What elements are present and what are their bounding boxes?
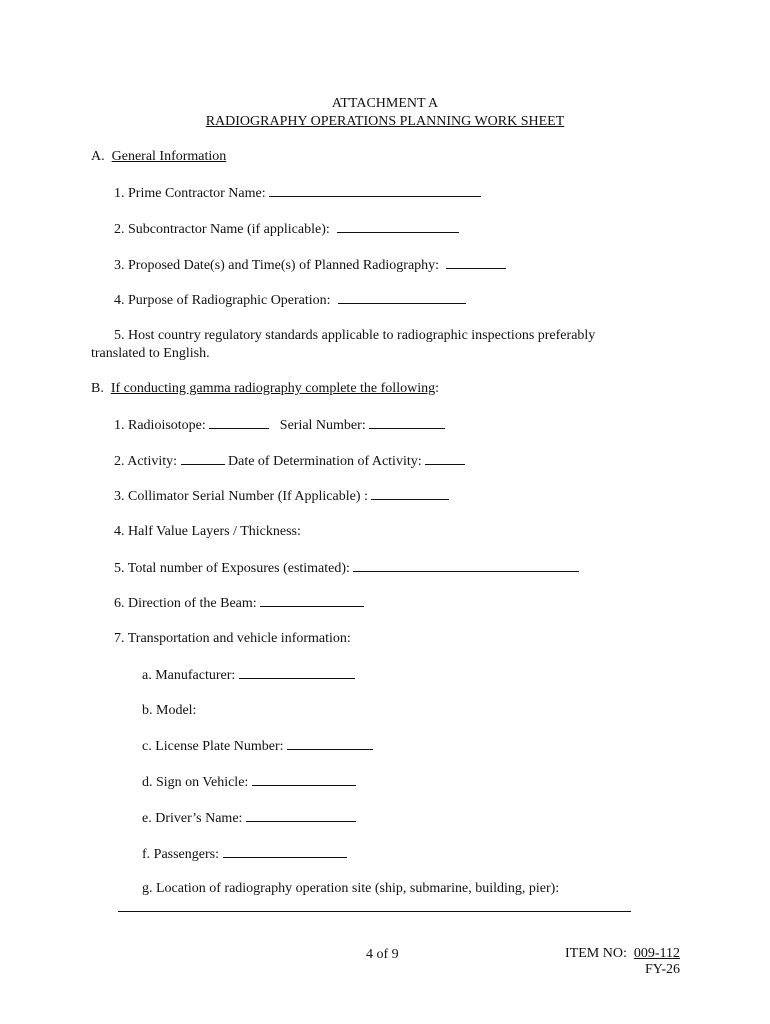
form-title: RADIOGRAPHY OPERATIONS PLANNING WORK SHEET [205, 114, 565, 129]
activity-field[interactable] [181, 452, 225, 465]
subcontractor-row [114, 220, 459, 238]
prime-contractor-row [114, 184, 481, 202]
prime-contractor-label: 1. Prime Contractor Name: [114, 186, 266, 201]
passengers-field[interactable] [223, 845, 347, 858]
proposed-dates-label: 3. Proposed Date(s) and Time(s) of Planned Radiography: [114, 258, 440, 273]
beam-direction-field[interactable] [260, 594, 364, 607]
proposed-dates-field[interactable] [446, 256, 506, 269]
host-country-standards-line2: translated to English. [91, 346, 210, 361]
subcontractor-label: 2. Subcontractor Name (if applicable): [114, 222, 330, 237]
fiscal-year: FY-26 [644, 962, 680, 977]
vehicle-sign-label: d. Sign on Vehicle: [142, 775, 249, 790]
section-a-title: General Information [111, 149, 227, 164]
purpose-row [114, 291, 466, 309]
driver-name-field[interactable] [246, 809, 356, 822]
collimator-row [114, 487, 449, 505]
activity-row [114, 452, 465, 470]
collimator-field[interactable] [371, 487, 449, 500]
item-number-value: 009-112 [633, 946, 680, 961]
date-determination-label: Date of Determination of Activity: [228, 454, 422, 469]
purpose-field[interactable] [338, 291, 466, 304]
radioisotope-row [114, 416, 445, 434]
date-determination-field[interactable] [425, 452, 465, 465]
model-label: b. Model: [142, 703, 197, 718]
serial-number-field[interactable] [369, 416, 445, 429]
prime-contractor-field[interactable] [269, 184, 481, 197]
passengers-label: f. Passengers: [142, 847, 219, 862]
site-location-label: g. Location of radiography operation site (ship, submarine, building, pier): [142, 881, 560, 896]
site-location-field[interactable] [118, 911, 631, 912]
proposed-dates-row [114, 256, 506, 274]
exposures-field[interactable] [353, 559, 579, 572]
activity-label: 2. Activity: [114, 454, 177, 469]
vehicle-sign-field[interactable] [252, 773, 356, 786]
page-number: 4 of 9 [366, 947, 399, 962]
beam-direction-label: 6. Direction of the Beam: [114, 596, 257, 611]
section-b-heading: B. If conducting gamma radiography complete the following: [91, 381, 439, 396]
exposures-label: 5. Total number of Exposures (estimated): [114, 561, 350, 576]
collimator-label: 3. Collimator Serial Number (If Applicable) : [114, 489, 368, 504]
section-b-title: If conducting gamma radiography complete the following [110, 381, 436, 396]
license-plate-label: c. License Plate Number: [142, 739, 284, 754]
host-country-standards-line1: 5. Host country regulatory standards applicable to radiographic inspections preferably [114, 328, 596, 343]
subcontractor-field[interactable] [337, 220, 459, 233]
beam-direction-row [114, 594, 364, 612]
exposures-row [114, 559, 579, 577]
radioisotope-label: 1. Radioisotope: [114, 418, 206, 433]
license-plate-field[interactable] [287, 737, 373, 750]
attachment-label: ATTACHMENT A [331, 96, 439, 111]
driver-name-label: e. Driver’s Name: [142, 811, 243, 826]
purpose-label: 4. Purpose of Radiographic Operation: [114, 293, 331, 308]
half-value-label: 4. Half Value Layers / Thickness: [114, 524, 301, 539]
item-number-block [565, 946, 680, 978]
radioisotope-field[interactable] [209, 416, 269, 429]
vehicle-sign-row [142, 773, 356, 791]
manufacturer-field[interactable] [239, 666, 355, 679]
section-a-heading: A. General Information [91, 149, 227, 164]
driver-name-row [142, 809, 356, 827]
manufacturer-label: a. Manufacturer: [142, 668, 236, 683]
manufacturer-row [142, 666, 355, 684]
transport-label: 7. Transportation and vehicle information: [114, 631, 351, 646]
passengers-row [142, 845, 347, 863]
item-number-label: ITEM NO: [565, 946, 627, 961]
serial-number-label: Serial Number: [279, 418, 366, 433]
license-plate-row [142, 737, 373, 755]
